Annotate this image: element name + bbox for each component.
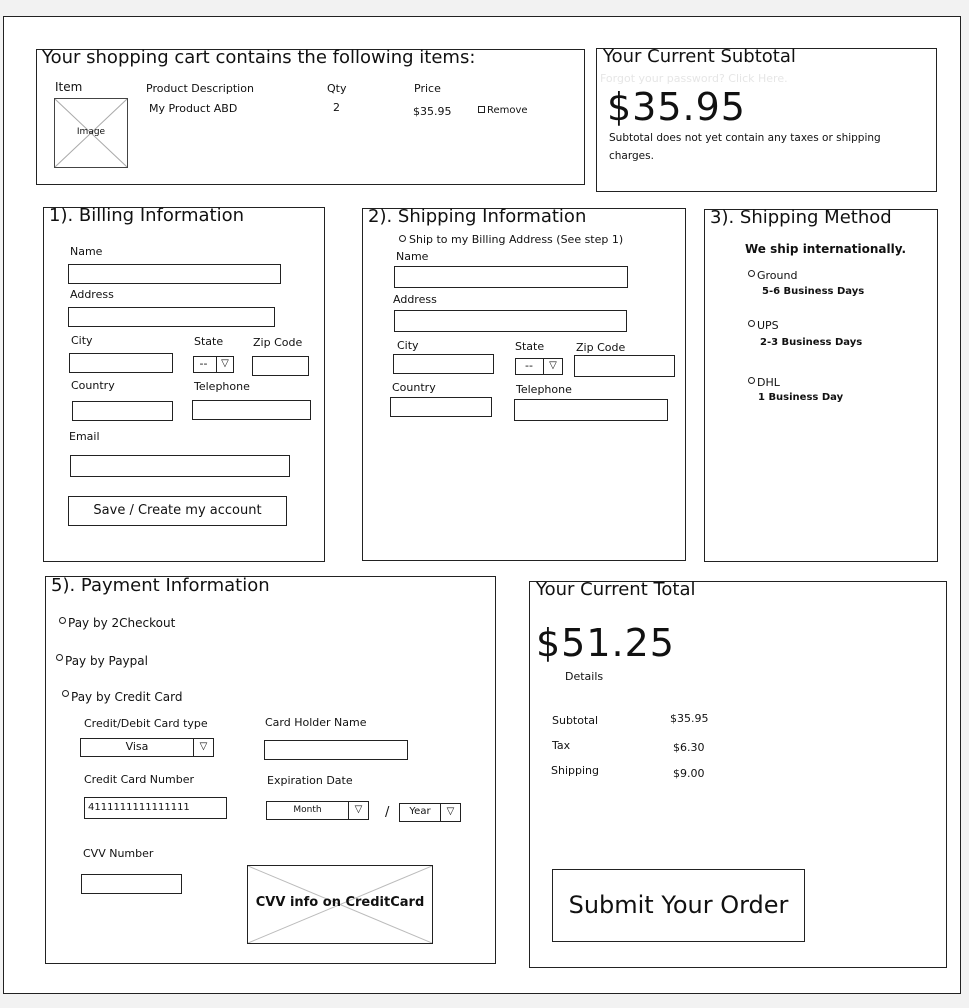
cart-title: Your shopping cart contains the following items: (42, 47, 476, 68)
shipping-state-value: -- (525, 359, 533, 372)
expiration-label: Expiration Date (267, 774, 353, 787)
card-type-select[interactable] (80, 738, 214, 757)
billing-email-input[interactable] (70, 455, 290, 477)
shipping-address-label: Address (393, 293, 437, 306)
shipping-ups-time: 2-3 Business Days (760, 337, 863, 348)
total-shipping-value: $9.00 (673, 767, 705, 780)
card-type-label: Credit/Debit Card type (84, 717, 208, 730)
shipping-telephone-label: Telephone (516, 383, 572, 396)
billing-name-label: Name (70, 245, 103, 258)
save-account-button[interactable]: Save / Create my account (68, 496, 287, 526)
cvv-label: CVV Number (83, 847, 154, 860)
product-price: $35.95 (413, 105, 452, 118)
total-title: Your Current Total (536, 579, 696, 600)
product-qty: 2 (333, 101, 340, 114)
total-details-label: Details (565, 670, 604, 683)
shipping-name-label: Name (396, 250, 429, 263)
billing-state-select[interactable] (193, 356, 234, 373)
shipping-method-subtitle: We ship internationally. (745, 242, 907, 256)
card-number-input[interactable]: 4111111111111111 (84, 797, 227, 819)
billing-zip-label: Zip Code (253, 336, 303, 349)
product-image-caption: Image (76, 127, 106, 137)
pay-creditcard-label[interactable]: Pay by Credit Card (71, 690, 183, 704)
payment-title: 5). Payment Information (51, 575, 270, 596)
expiration-month-value: Month (293, 805, 322, 815)
payment-panel (45, 576, 496, 964)
billing-city-label: City (71, 334, 93, 347)
expiration-year-value: Year (409, 806, 431, 817)
shipping-dhl-time: 1 Business Day (758, 392, 844, 403)
expiration-year-select[interactable] (399, 803, 461, 822)
shipping-country-label: Country (392, 381, 436, 394)
cart-header-item: Item (55, 80, 83, 94)
shipping-ground-radio[interactable] (748, 270, 755, 277)
shipping-telephone-input[interactable] (514, 399, 668, 421)
chevron-down-icon: ▽ (543, 359, 562, 374)
remove-item-label[interactable]: Remove (487, 105, 528, 116)
shipping-ground-label[interactable]: Ground (757, 269, 798, 282)
chevron-down-icon: ▽ (216, 357, 233, 372)
cart-header-price: Price (414, 82, 441, 95)
billing-state-label: State (194, 335, 224, 348)
chevron-down-icon: ▽ (348, 802, 368, 819)
ship-to-billing-radio[interactable] (399, 235, 406, 242)
submit-order-button[interactable]: Submit Your Order (552, 869, 805, 942)
shipping-ups-label[interactable]: UPS (757, 319, 779, 332)
shipping-info-panel (362, 208, 686, 561)
shipping-ups-radio[interactable] (748, 320, 755, 327)
billing-country-label: Country (71, 379, 115, 392)
billing-address-label: Address (70, 288, 114, 301)
billing-zip-input[interactable] (252, 356, 309, 376)
billing-name-input[interactable] (68, 264, 281, 284)
billing-email-label: Email (69, 430, 100, 443)
shipping-state-label: State (515, 340, 545, 353)
pay-2checkout-label[interactable]: Pay by 2Checkout (68, 616, 176, 630)
subtotal-note: Subtotal does not yet contain any taxes or shipping charges. (609, 132, 881, 162)
expiration-month-select[interactable] (266, 801, 369, 820)
shipping-info-title: 2). Shipping Information (368, 206, 587, 227)
shipping-name-input[interactable] (394, 266, 628, 288)
card-holder-input[interactable] (264, 740, 408, 760)
shipping-country-input[interactable] (390, 397, 492, 417)
shipping-dhl-radio[interactable] (748, 377, 755, 384)
total-panel (529, 581, 947, 968)
shipping-method-panel (704, 209, 938, 562)
billing-city-input[interactable] (69, 353, 173, 373)
product-name: My Product ABD (149, 102, 238, 115)
total-tax-label: Tax (552, 739, 571, 752)
total-subtotal-value: $35.95 (670, 712, 709, 725)
subtotal-panel (596, 48, 937, 192)
billing-state-value: -- (199, 357, 208, 370)
shipping-address-input[interactable] (394, 310, 627, 332)
total-amount: $51.25 (536, 621, 675, 665)
shipping-zip-input[interactable] (574, 355, 675, 377)
pay-paypal-label[interactable]: Pay by Paypal (65, 654, 148, 668)
shipping-method-title: 3). Shipping Method (710, 207, 892, 228)
ship-to-billing-label[interactable]: Ship to my Billing Address (See step 1) (409, 233, 624, 246)
expiration-separator: / (385, 805, 390, 820)
cart-header-description: Product Description (146, 82, 254, 95)
shipping-state-select[interactable] (515, 358, 563, 375)
billing-panel (43, 207, 325, 562)
pay-creditcard-radio[interactable] (62, 690, 69, 697)
shipping-ground-time: 5-6 Business Days (762, 286, 865, 297)
cvv-info-caption: CVV info on CreditCard (255, 895, 425, 910)
billing-title: 1). Billing Information (49, 205, 245, 226)
shipping-city-label: City (397, 339, 419, 352)
subtotal-title: Your Current Subtotal (603, 46, 796, 67)
chevron-down-icon: ▽ (193, 739, 213, 756)
billing-telephone-input[interactable] (192, 400, 311, 420)
total-tax-value: $6.30 (673, 741, 705, 754)
product-image-placeholder (54, 98, 128, 168)
billing-country-input[interactable] (72, 401, 173, 421)
billing-telephone-label: Telephone (194, 380, 250, 393)
shipping-dhl-label[interactable]: DHL (757, 376, 780, 389)
pay-2checkout-radio[interactable] (59, 617, 66, 624)
forgot-password-link[interactable]: Forgot your password? Click Here. (600, 72, 788, 85)
cart-panel (36, 49, 585, 185)
cvv-info-image (247, 865, 433, 944)
card-number-label: Credit Card Number (84, 773, 194, 786)
chevron-down-icon: ▽ (440, 804, 460, 821)
remove-item-checkbox[interactable] (478, 106, 485, 113)
pay-paypal-radio[interactable] (56, 654, 63, 661)
card-holder-label: Card Holder Name (265, 716, 367, 729)
shipping-city-input[interactable] (393, 354, 494, 374)
billing-address-input[interactable] (68, 307, 275, 327)
shipping-zip-label: Zip Code (576, 341, 626, 354)
subtotal-amount: $35.95 (607, 85, 746, 129)
cvv-input[interactable] (81, 874, 182, 894)
total-subtotal-label: Subtotal (552, 714, 599, 727)
total-shipping-label: Shipping (551, 764, 599, 777)
card-type-value: Visa (125, 740, 149, 753)
cart-header-qty: Qty (327, 82, 347, 95)
